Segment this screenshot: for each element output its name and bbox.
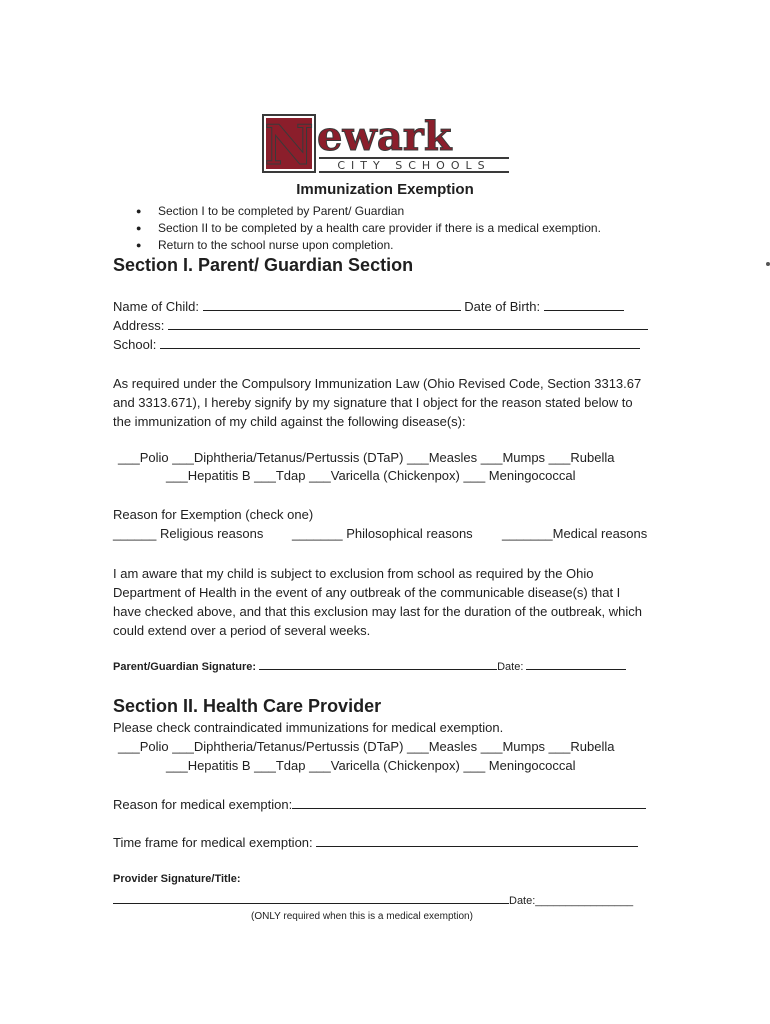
instruction-list: [136, 203, 601, 254]
newark-city-schools-logo: [261, 112, 511, 176]
philosophical-reason-option[interactable]: _______ Philosophical reasons: [292, 526, 473, 541]
parent-date-label: Date:: [497, 661, 524, 673]
instruction-item: ● Section I to be completed by Parent/ Guardian: [136, 203, 601, 220]
timeframe-label: Time frame for medical exemption:: [113, 835, 313, 850]
parent-signature-label: Parent/Guardian Signature:: [113, 661, 257, 673]
logo-main-text: ewark: [317, 113, 452, 160]
child-name-field[interactable]: [203, 298, 461, 311]
dob-label: Date of Birth:: [464, 299, 541, 314]
provider-date-field[interactable]: Date:________________: [509, 895, 634, 907]
medical-reason-field[interactable]: [292, 796, 646, 809]
provider-signature-label: Provider Signature/Title:: [113, 873, 241, 885]
school-row: [113, 336, 640, 352]
timeframe-row: [113, 834, 638, 850]
parent-date-field[interactable]: [526, 658, 626, 670]
address-label: Address:: [113, 318, 165, 333]
address-field[interactable]: [168, 317, 648, 330]
logo-sub-text: CITY SCHOOLS: [337, 159, 491, 172]
medical-reason-option[interactable]: _______Medical reasons: [502, 526, 648, 541]
medical-reason-label: Reason for medical exemption:: [113, 797, 293, 812]
exemption-reason-label: Reason for Exemption (check one): [113, 507, 314, 522]
provider-signature-row: [113, 892, 633, 907]
section2-disease-row-2[interactable]: ___Hepatitis B ___Tdap ___Varicella (Chickenpox) ___ Meningococcal: [166, 758, 576, 773]
child-name-label: Name of Child:: [113, 299, 199, 314]
medical-exemption-note: (ONLY required when this is a medical exemption): [251, 911, 473, 922]
timeframe-field[interactable]: [316, 834, 638, 847]
section1-disease-row-1[interactable]: ___Polio ___Diphtheria/Tetanus/Pertussis (DTaP) ___Measles ___Mumps ___Rubella: [118, 450, 615, 465]
child-name-row: [113, 298, 624, 314]
section1-heading: Section I. Parent/ Guardian Section: [113, 255, 414, 275]
section1-disease-row-2[interactable]: ___Hepatitis B ___Tdap ___Varicella (Chickenpox) ___ Meningococcal: [166, 468, 576, 483]
medical-reason-row: [113, 796, 646, 812]
edge-mark: [766, 262, 770, 266]
dob-field[interactable]: [544, 298, 624, 311]
address-row: [113, 317, 648, 333]
religious-reason-option[interactable]: ______ Religious reasons: [113, 526, 264, 541]
section2-heading: Section II. Health Care Provider: [113, 696, 382, 716]
school-field[interactable]: [160, 336, 640, 349]
instruction-item: ● Return to the school nurse upon completion.: [136, 237, 601, 254]
section2-disease-row-1[interactable]: ___Polio ___Diphtheria/Tetanus/Pertussis (DTaP) ___Measles ___Mumps ___Rubella: [118, 739, 615, 754]
exclusion-awareness-statement: I am aware that my child is subject to exclusion from school as required by the Ohio Department of Health in the event of any outbreak of the communicable disease(s) that I have checked above, and that this exclusion may last for the duration of the outbreak, which could extend over a period of several weeks.: [113, 566, 642, 638]
objection-statement: As required under the Compulsory Immunization Law (Ohio Revised Code, Section 3313.67 and 3313.671), I hereby signify by my signature that I object for the reason stated below to the immunization of my child against the following disease(s):: [113, 376, 642, 429]
form-title: Immunization Exemption: [296, 181, 474, 198]
section2-instruction: Please check contraindicated immunizations for medical exemption.: [113, 720, 504, 735]
school-label: School:: [113, 337, 157, 352]
parent-signature-row: [113, 658, 626, 673]
provider-signature-field[interactable]: [113, 892, 509, 904]
instruction-item: ● Section II to be completed by a health care provider if there is a medical exemption.: [136, 220, 601, 237]
parent-signature-field[interactable]: [259, 658, 497, 670]
logo-initial: N: [264, 113, 314, 176]
